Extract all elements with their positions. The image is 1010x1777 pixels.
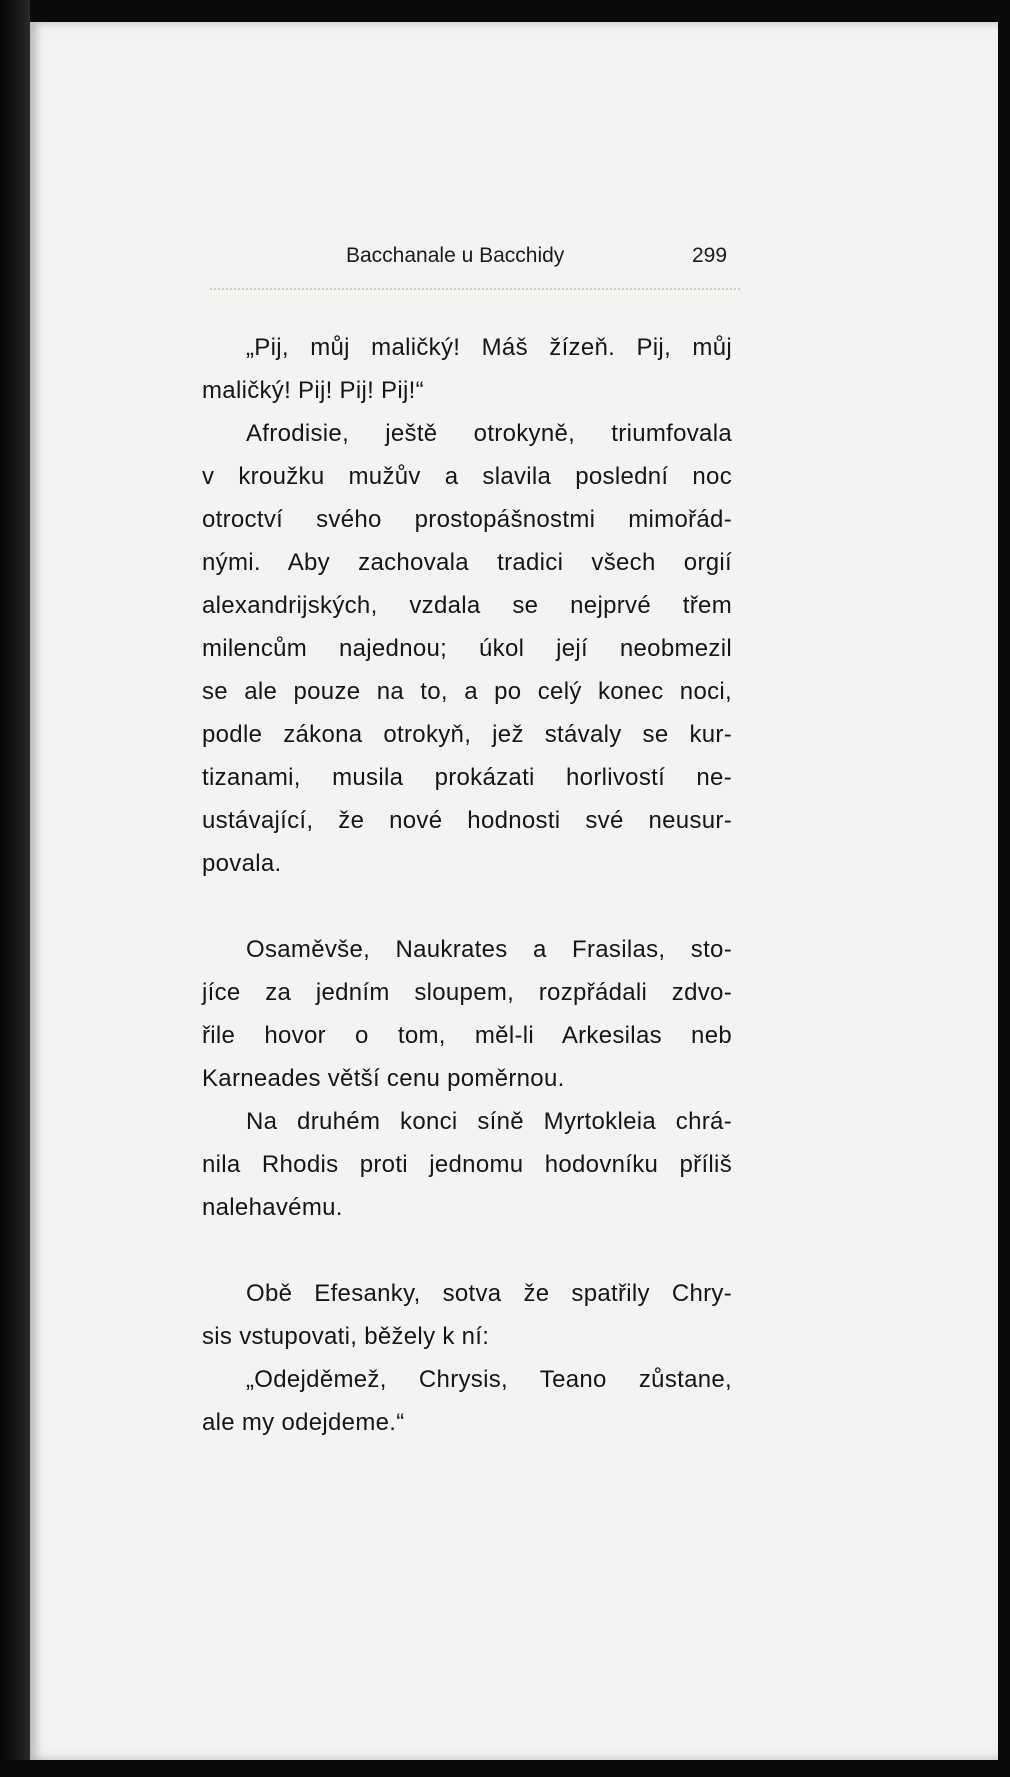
- text-line: nalehavému.: [202, 1194, 343, 1221]
- text-line: Osaměvše, Naukrates a Frasilas, sto-: [246, 936, 732, 963]
- text-line: nila Rhodis proti jednomu hodovníku příliš: [202, 1151, 732, 1178]
- body-text: [202, 326, 732, 1444]
- text-line: Afrodisie, ještě otrokyně, triumfovala: [246, 420, 732, 447]
- text-line: tizanami, musila prokázati horlivostí ne-: [202, 764, 732, 791]
- text-line: alexandrijských, vzdala se nejprvé třem: [202, 592, 732, 619]
- section-gap: [202, 885, 732, 928]
- text-line: milencům najednou; úkol její neobmezil: [202, 635, 732, 662]
- text-line: povala.: [202, 850, 282, 877]
- scan-left-edge: [0, 0, 30, 1777]
- paragraph: [202, 412, 732, 885]
- text-line: sis vstupovati, běžely k ní:: [202, 1323, 490, 1350]
- text-line: v kroužku mužův a slavila poslední noc: [202, 463, 732, 490]
- text-line: se ale pouze na to, a po celý konec noci,: [202, 678, 732, 705]
- scan-bottom-edge: [0, 1760, 1010, 1777]
- text-line: Na druhém konci síně Myrtokleia chrá-: [246, 1108, 732, 1135]
- text-line: „Pij, můj maličký! Máš žízeň. Pij, můj: [246, 334, 732, 361]
- page-header: [340, 244, 740, 274]
- text-line: ale my odejdeme.“: [202, 1409, 405, 1436]
- text-line: řile hovor o tom, měl-li Arkesilas neb: [202, 1022, 732, 1049]
- text-line: Obě Efesanky, sotva že spatřily Chry-: [246, 1280, 732, 1307]
- text-line: podle zákona otrokyň, jež stávaly se kur-: [202, 721, 732, 748]
- text-line: otroctví svého prostopášnostmi mimořád-: [202, 506, 732, 533]
- paragraph: [202, 1100, 732, 1229]
- paragraph: [202, 326, 732, 412]
- text-line: nými. Aby zachovala tradici všech orgií: [202, 549, 732, 576]
- section-gap: [202, 1229, 732, 1272]
- paragraph: [202, 1272, 732, 1358]
- running-title: Bacchanale u Bacchidy: [346, 244, 565, 267]
- page-number: 299: [692, 244, 728, 267]
- paragraph: [202, 928, 732, 1100]
- paragraph: [202, 1358, 732, 1444]
- header-rule: [210, 288, 740, 290]
- text-line: Karneades větší cenu poměrnou.: [202, 1065, 565, 1092]
- text-line: „Odejděmež, Chrysis, Teano zůstane,: [246, 1366, 732, 1393]
- text-line: maličký! Pij! Pij! Pij!“: [202, 377, 424, 404]
- text-line: ustávající, že nové hodnosti své neusur-: [202, 807, 732, 834]
- text-line: jíce za jedním sloupem, rozpřádali zdvo-: [202, 979, 732, 1006]
